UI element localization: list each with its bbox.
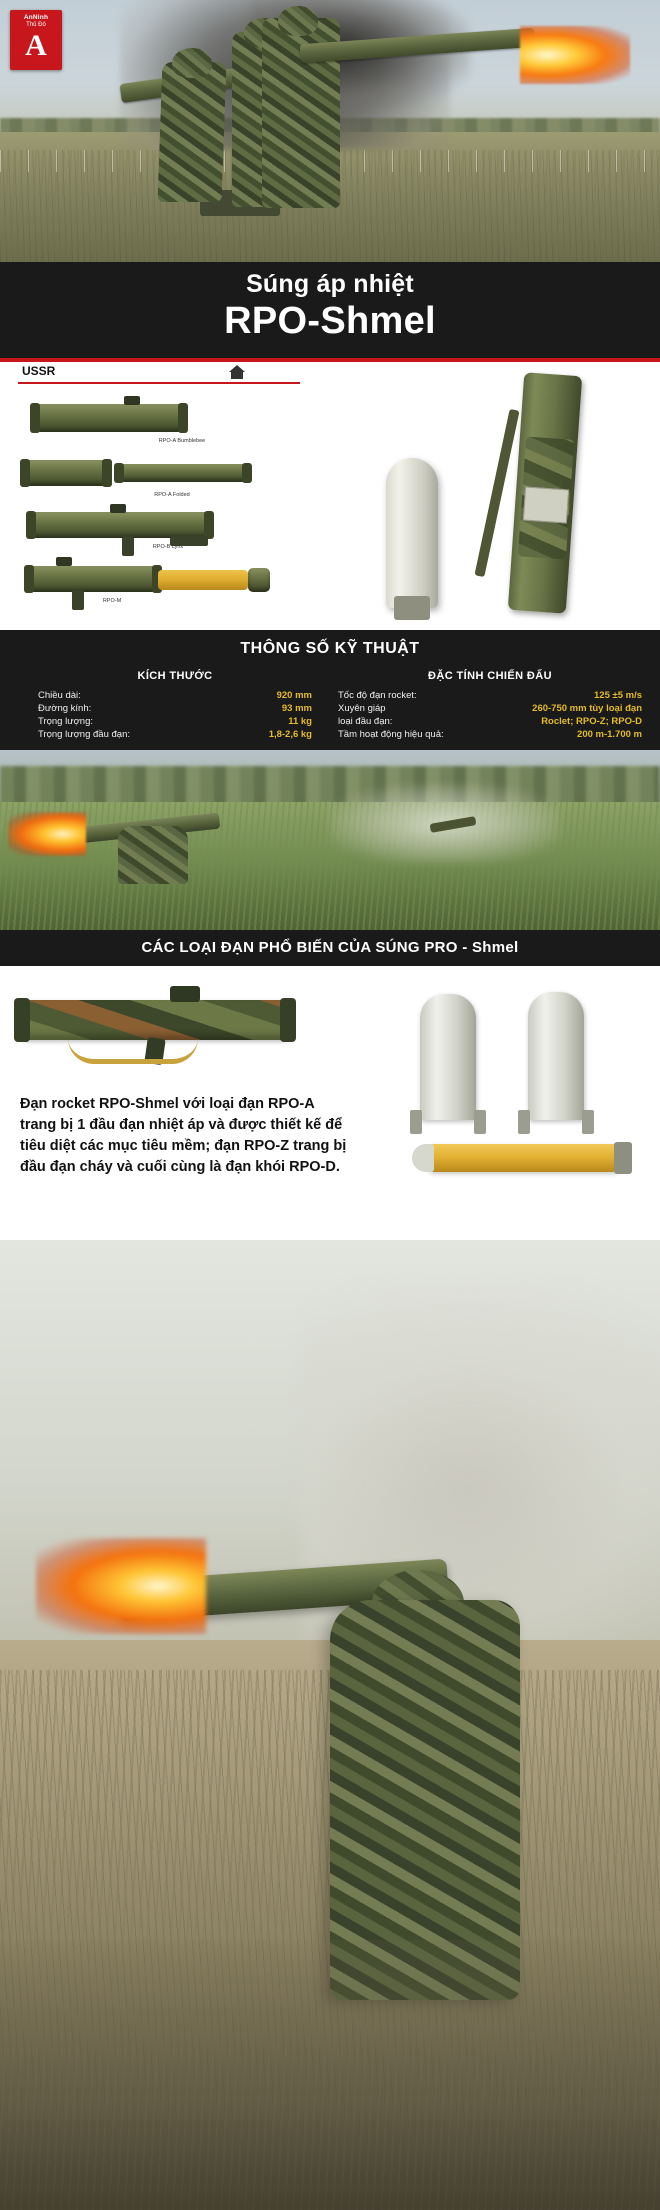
spec-column-dimensions bbox=[30, 670, 320, 741]
spec-value: 125 ±5 m/s bbox=[594, 690, 642, 701]
origin-accent-rule bbox=[18, 382, 300, 384]
page-title: RPO-Shmel bbox=[224, 300, 436, 342]
spec-key: Chiều dài: bbox=[38, 690, 81, 701]
variant-caption-2: RPO-A Folded bbox=[154, 492, 190, 498]
hero-helmet-right bbox=[278, 6, 318, 36]
spec-value: Roclet; RPO-Z; RPO-D bbox=[541, 716, 642, 727]
page-subtitle: Súng áp nhiệt bbox=[246, 270, 414, 298]
ammo-round-fin bbox=[582, 1110, 594, 1134]
spec-value: 200 m-1.700 m bbox=[577, 729, 642, 740]
ammo-round-tail bbox=[614, 1142, 632, 1174]
variant-rpo-a-folded-tube bbox=[118, 464, 248, 482]
weapon-photo-launcher-with-round bbox=[316, 368, 660, 628]
ammo-launcher-cap-right bbox=[280, 998, 296, 1042]
ammo-launcher-sight bbox=[170, 986, 200, 1002]
ammo-launcher-cap-left bbox=[14, 998, 30, 1042]
ammo-launcher-body bbox=[20, 1000, 290, 1040]
final-muzzle-flash bbox=[36, 1538, 206, 1634]
publisher-logo[interactable] bbox=[10, 10, 62, 70]
ammo-round-rpo-a bbox=[420, 994, 476, 1120]
weapon-rocket-round bbox=[386, 458, 438, 608]
ammo-section-heading: CÁC LOẠI ĐẠN PHỔ BIẾN CỦA SÚNG PRO - Shmel bbox=[0, 930, 660, 966]
ammo-launcher-strap bbox=[68, 1038, 198, 1064]
hero-photo-soldiers-firing bbox=[0, 0, 660, 262]
variant-caption-1: RPO-A Bumblebee bbox=[158, 438, 206, 444]
ammo-panel bbox=[0, 966, 660, 1240]
hero-helmet-left bbox=[172, 48, 212, 78]
spec-key: Tốc độ đạn rocket: bbox=[338, 690, 417, 701]
ammo-round-fin bbox=[410, 1110, 422, 1134]
hero-muzzle-flash bbox=[520, 26, 630, 84]
ammo-round-rpo-z bbox=[528, 992, 584, 1120]
origin-label: USSR bbox=[22, 364, 56, 378]
title-block bbox=[0, 262, 660, 358]
spec-row bbox=[30, 689, 320, 702]
variant-rpo-a-folded-case bbox=[24, 460, 108, 486]
spec-combat-heading: ĐẶC TÍNH CHIẾN ĐẤU bbox=[428, 670, 552, 682]
spec-key: Xuyên giáp bbox=[338, 703, 386, 714]
spec-row bbox=[30, 702, 320, 715]
final-photo-kneeling-soldier-firing bbox=[0, 1240, 660, 2210]
spec-columns bbox=[0, 670, 660, 748]
spec-row bbox=[330, 702, 650, 715]
spec-key: Trọng lượng đầu đạn: bbox=[38, 729, 130, 740]
ammo-description-text: Đạn rocket RPO-Shmel với loại đạn RPO-A trang bị 1 đầu đạn nhiệt áp và được thiết kế để tiêu diệt các mục tiêu mềm; đạn RPO-Z trang bị đầu đạn cháy và cuối cùng là đạn khói RPO-D. bbox=[20, 1096, 347, 1175]
logo-letter: A bbox=[25, 29, 47, 62]
home-icon bbox=[228, 364, 246, 380]
variant-rpo-m-tail bbox=[248, 568, 270, 592]
spec-key: Đường kính: bbox=[38, 703, 92, 714]
spec-row bbox=[30, 728, 320, 741]
spec-key: loại đầu đạn: bbox=[338, 716, 393, 727]
spec-value: 920 mm bbox=[276, 690, 312, 701]
spec-row bbox=[330, 689, 650, 702]
action2-muzzle-flash bbox=[8, 812, 86, 856]
variant-caption-3: RPO-B Lynx bbox=[152, 544, 184, 550]
spec-value: 1,8-2,6 kg bbox=[268, 729, 312, 740]
ammo-round-fin bbox=[518, 1110, 530, 1134]
logo-brand-line1: AnNinh bbox=[23, 14, 49, 21]
spec-key: Trọng lượng: bbox=[38, 716, 94, 727]
variant-rpo-m-round bbox=[158, 570, 248, 590]
ammo-round-rpo-d-smoke bbox=[428, 1144, 618, 1172]
spec-key: Tầm hoạt động hiệu quả: bbox=[338, 729, 444, 740]
spec-value: 260-750 mm tùy loại đạn bbox=[532, 703, 642, 714]
weapon-data-plate bbox=[523, 487, 569, 524]
spec-value: 11 kg bbox=[288, 716, 312, 727]
specifications-panel bbox=[0, 630, 660, 750]
spec-dimensions-heading: KÍCH THƯỚC bbox=[137, 670, 213, 682]
hero-soldier-left bbox=[158, 62, 227, 202]
ammo-round-nose bbox=[412, 1144, 434, 1172]
spec-row bbox=[30, 715, 320, 728]
variant-rpo-b-lynx bbox=[30, 512, 210, 538]
action2-soldier bbox=[118, 826, 188, 884]
ammo-round-fin bbox=[474, 1110, 486, 1134]
spec-row bbox=[330, 715, 650, 728]
variant-rpo-a-bumblebee bbox=[34, 404, 184, 432]
spec-panel-title: THÔNG SỐ KỸ THUẬT bbox=[240, 640, 420, 657]
spec-row bbox=[330, 728, 650, 741]
variant-caption-4: RPO-M bbox=[102, 598, 122, 604]
spec-value: 93 mm bbox=[281, 703, 312, 714]
weapon-rocket-tail bbox=[394, 596, 430, 620]
variant-rpo-m-tube bbox=[28, 566, 158, 592]
final-foreground-dirt bbox=[0, 1940, 660, 2210]
spec-column-combat bbox=[330, 670, 650, 741]
logo-brand-line2: Thủ Đô bbox=[26, 22, 46, 28]
ammo-launcher-illustration bbox=[20, 984, 290, 1058]
action-photo-firing-in-field bbox=[0, 750, 660, 930]
